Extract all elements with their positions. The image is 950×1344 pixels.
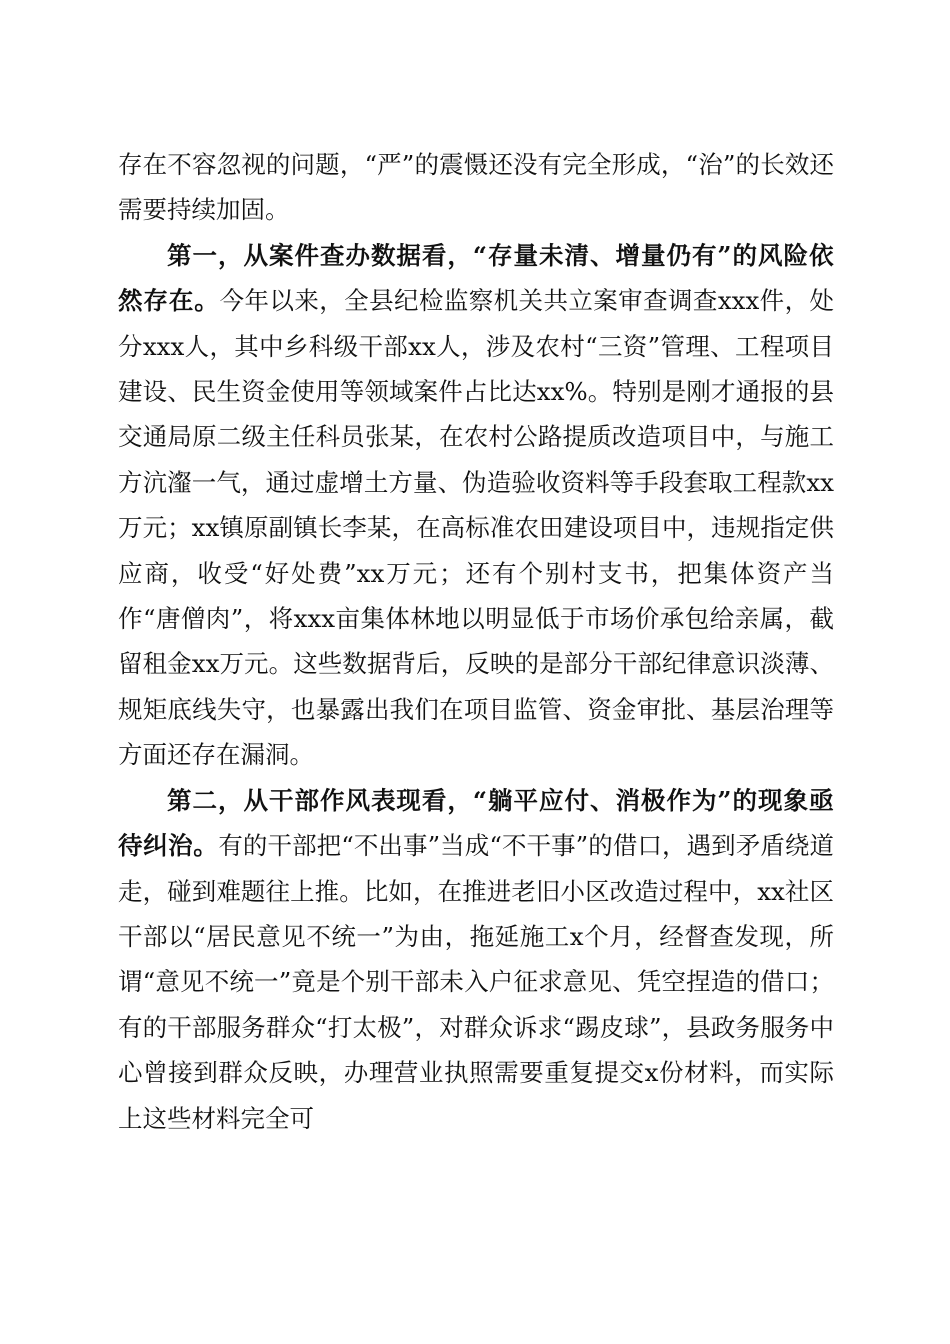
paragraph-first-lead: 第一，从案件查办数据看，“存量未清、增量仍有”的风险依然存在。 bbox=[118, 240, 834, 316]
document-body bbox=[118, 142, 834, 1141]
paragraph-intro: 存在不容忽视的问题，“严”的震慑还没有完全形成，“治”的长效还需要持续加固。 bbox=[118, 150, 834, 225]
paragraph-second-body: 有的干部把“不出事”当成“不干事”的借口，遇到矛盾绕道走，碰到难题往上推。比如，在推进老旧小区改造过程中，xx社区干部以“居民意见不统一”为由，拖延施工x个月，经督查发现，所谓“意见不统一”竟是个别干部未入户征求意见、凭空捏造的借口；有的干部服务群众“打太极”，对群众诉求“踢皮球”，县政务服务中心曾接到群众反映，办理营业执照需要重复提交x份材料，而实际上这些材料完全可 bbox=[118, 831, 834, 1133]
paragraph-first bbox=[118, 233, 834, 778]
paragraph-second bbox=[118, 778, 834, 1141]
paragraph-second-lead: 第二，从干部作风表现看，“躺平应付、消极作为”的现象亟待纠治。 bbox=[118, 785, 834, 861]
paragraph-first-body: 今年以来，全县纪检监察机关共立案审查调查xxx件，处分xxx人，其中乡科级干部xx人，涉及农村“三资”管理、工程项目建设、民生资金使用等领域案件占比达xx%。特别是刚才通报的县交通局原二级主任科员张某，在农村公路提质改造项目中，与施工方沆瀣一气，通过虚增土方量、伪造验收资料等手段套取工程款xx万元；xx镇原副镇长李某，在高标准农田建设项目中，违规指定供应商，收受“好处费”xx万元；还有个别村支书，把集体资产当作“唐僧肉”，将xxx亩集体林地以明显低于市场价承包给亲属，截留租金xx万元。这些数据背后，反映的是部分干部纪律意识淡薄、规矩底线失守，也暴露出我们在项目监管、资金审批、基层治理等方面还存在漏洞。 bbox=[118, 286, 834, 770]
